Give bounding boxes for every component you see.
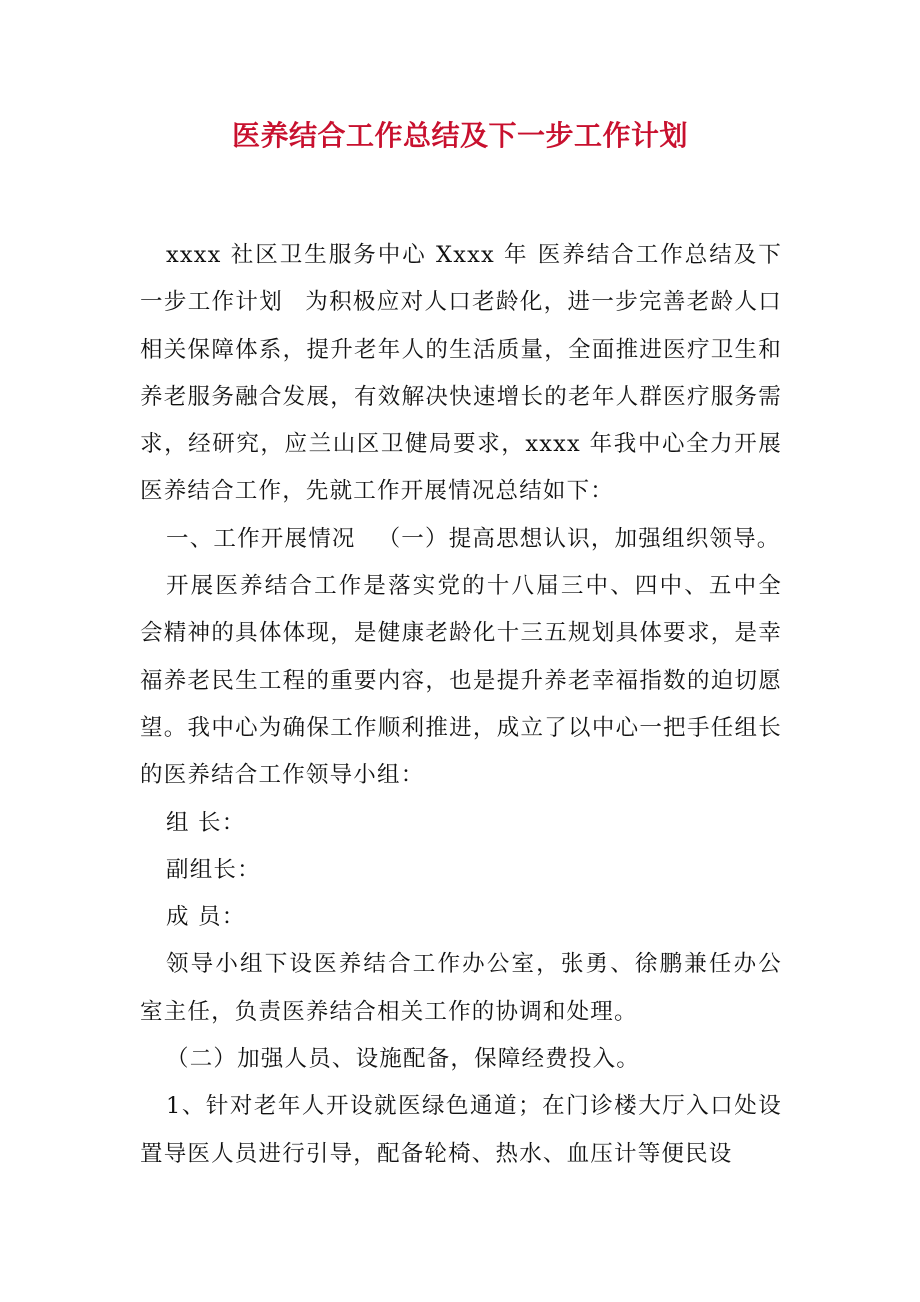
document-body xyxy=(140,232,782,1178)
item1-paragraph: 1、针对老年人开设就医绿色通道；在门诊楼大厅入口处设置导医人员进行引导，配备轮椅、热水、血压计等便民设 xyxy=(140,1093,782,1167)
office-paragraph: 领导小组下设医养结合工作办公室，张勇、徐鹏兼任办公室主任，负责医养结合相关工作的协调和处理。 xyxy=(140,951,782,1025)
awareness-paragraph: 开展医养结合工作是落实党的十八届三中、四中、五中全会精神的具体体现，是健康老龄化十三五规划具体要求，是幸福养老民生工程的重要内容，也是提升养老幸福指数的迫切愿望。我中心为确保工作顺利推进，成立了以中心一把手任组长的医养结合工作领导小组： xyxy=(140,573,782,789)
section1-heading-line xyxy=(140,516,782,563)
intro-paragraph xyxy=(140,232,782,516)
deputy-line: 副组长： xyxy=(166,856,261,883)
intro-body-text: 为积极应对人口老龄化，进一步完善老龄人口相关保障体系，提升老年人的生活质量，全面推进医疗卫生和养老服务融合发展，有效解决快速增长的老年人群医疗服务需求，经研究，应兰山区卫健局要求，xxxx 年我中心全力开展医养结合工作，先就工作开展情况总结如下： xyxy=(140,289,782,505)
member-line: 成 员： xyxy=(166,904,246,931)
intro-heading-text: xxxx 社区卫生服务中心 Xxxx 年 医养结合工作总结及下一步工作计划 xyxy=(140,242,782,316)
leader-line: 组 长： xyxy=(166,809,246,836)
section1-subheading-2: （二）加强人员、设施配备，保障经费投入。 xyxy=(166,1046,641,1073)
section1-subheading-1: （一）提高思想认识，加强组织领导。 xyxy=(377,525,781,552)
document-title: 医养结合工作总结及下一步工作计划 xyxy=(231,119,688,152)
section1-heading: 一、工作开展情况 xyxy=(166,525,356,552)
